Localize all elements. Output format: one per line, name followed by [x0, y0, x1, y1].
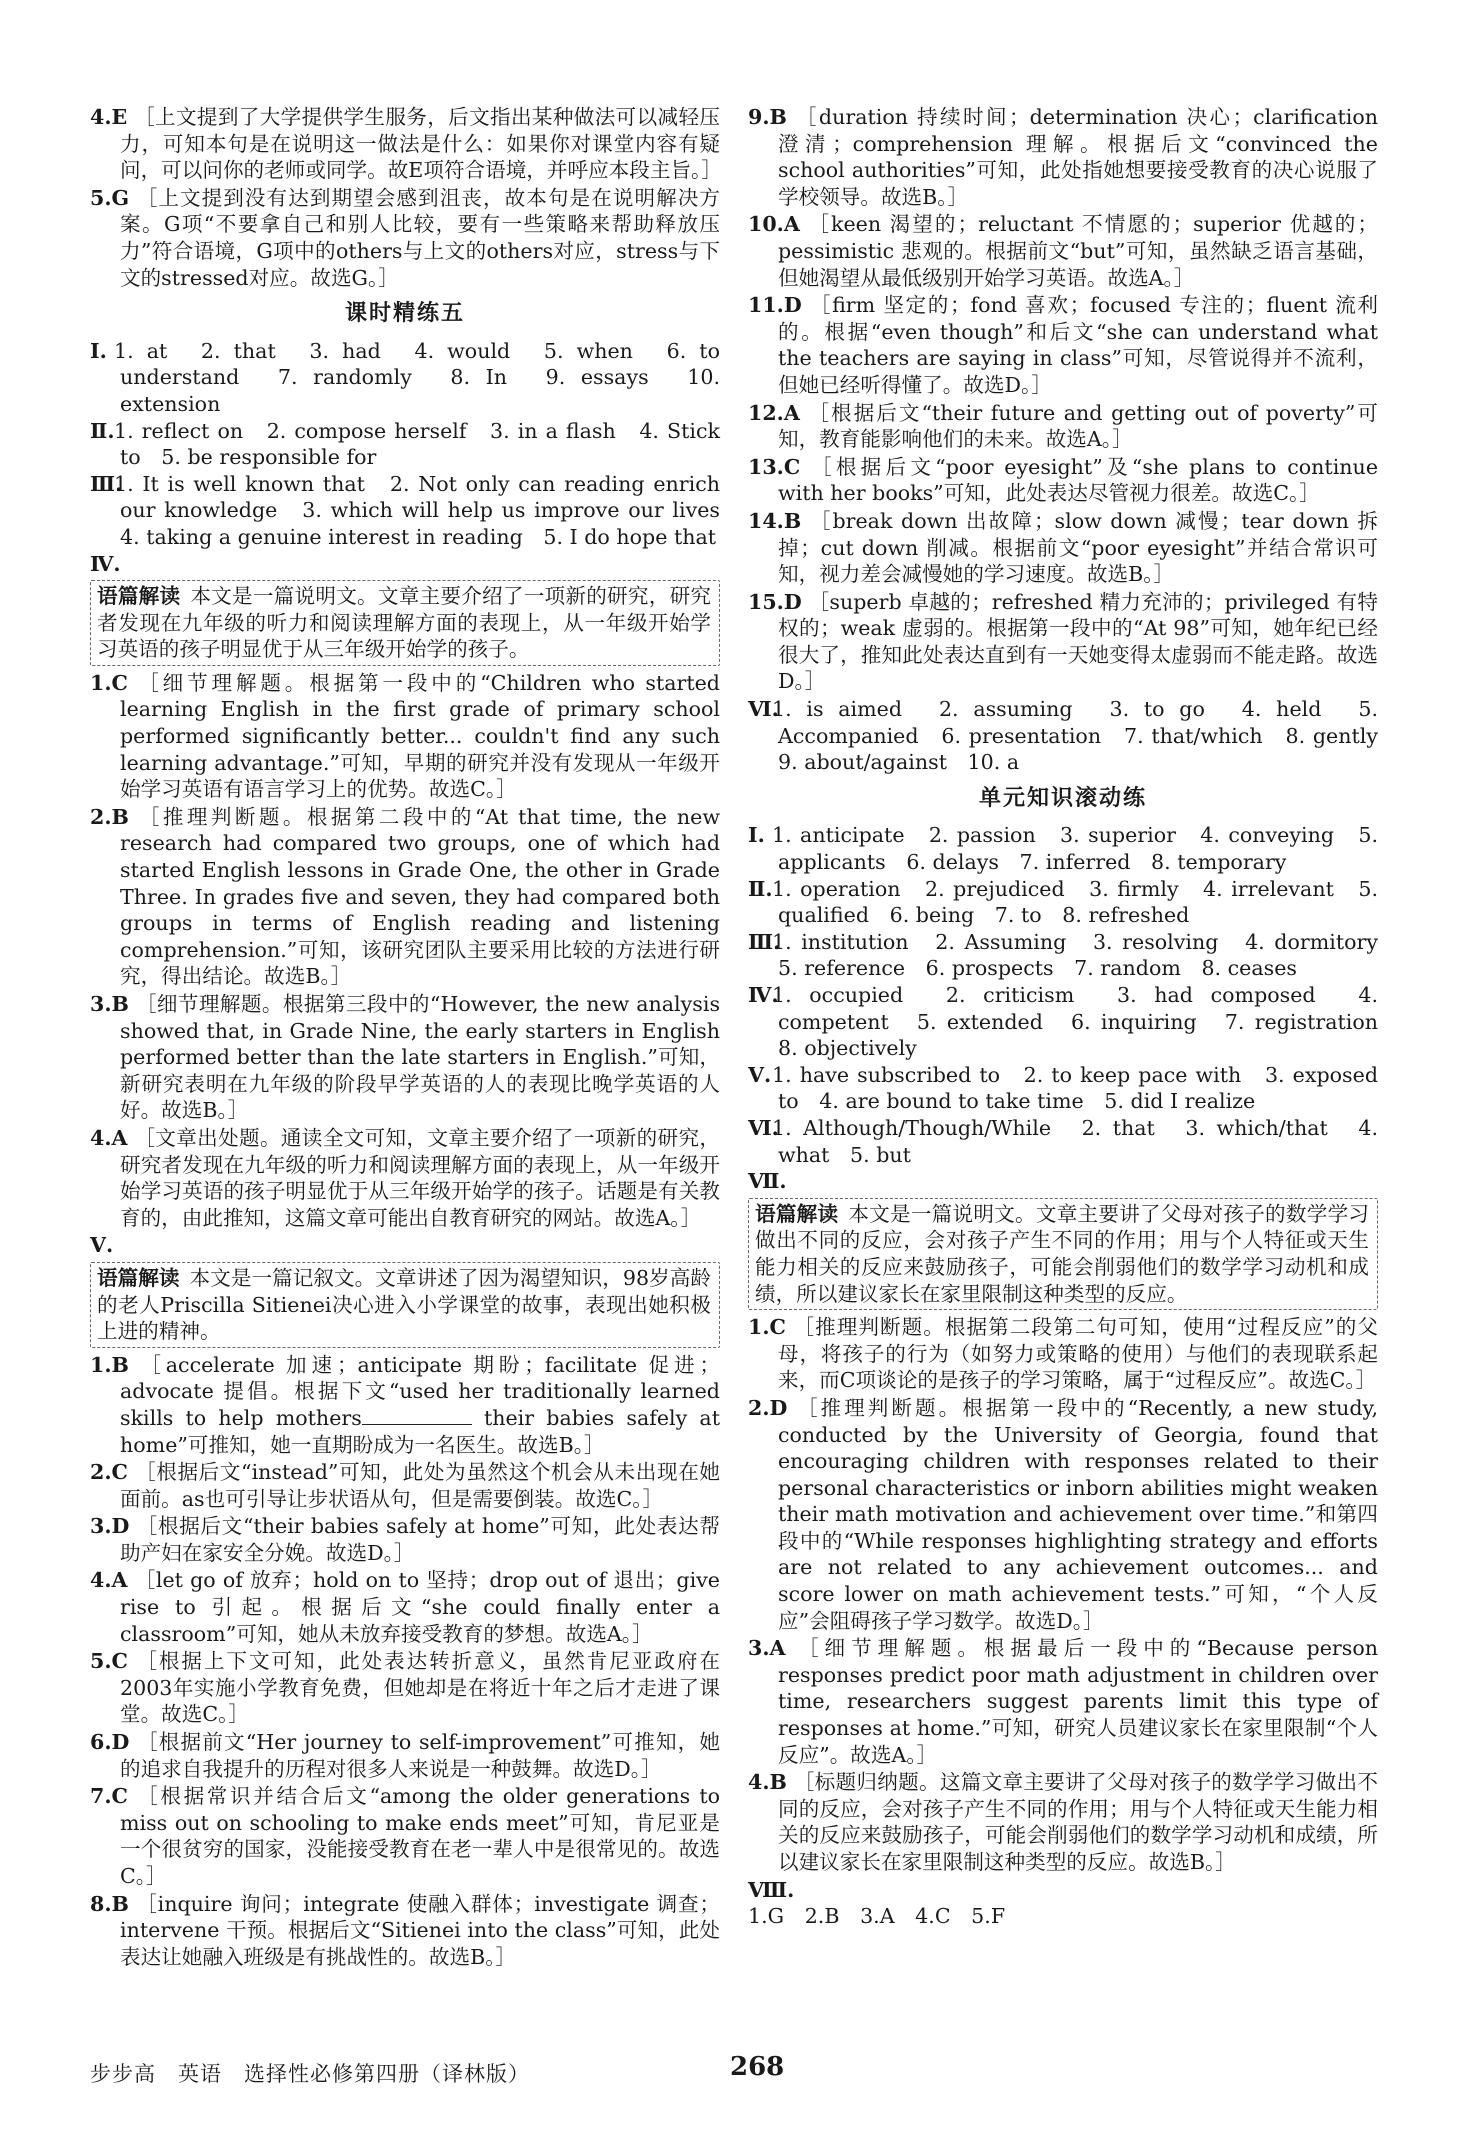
fill-blank	[362, 1406, 472, 1425]
answer-item: 2.D ［推理判断题。根据第一段中的“Recently, a new study, conducted by the University of Georgia, found that encouraging children with responses related to their personal characteristics or inborn abilities might weaken their math motivation and achievement over time.”和第四段中的“While responses highlighting strategy and efforts are not related to any achievement outcomes... and score lower on math achievement tests.”可知，“个人反应”会阻碍孩子学习数学。故选D。］	[748, 1395, 1378, 1633]
answer-item: 3.B ［细节理解题。根据第三段中的“However, the new analysis showed that, in Grade Nine, the early starters in English performed better than the late starters in English.”可知，新研究表明在九年级的阶段早学英语的人的表现比晚学英语的人好。故选B。］	[90, 992, 721, 1123]
exercise-row: Ⅰ. 1. anticipate 2. passion 3. superior 4. conveying 5. applicants 6. delays 7. inferred 8. temporary	[748, 823, 1378, 875]
answer-item: 5.G ［上文提到没有达到期望会感到沮丧，故本句是在说明解决方案。G项“不要拿自己和别人比较，要有一些策略来帮助释放压力”符合语境，G项中的others与上文的others对应，stress与下文的stressed对应。故选G。］	[90, 185, 721, 290]
book-title: 步步高 英语 选择性必修第四册（译林版）	[90, 2062, 530, 2086]
answer-item: 7.C ［根据常识并结合后文“among the older generations to miss out on schooling to make ends meet”可知，肯尼亚是一个很贫穷的国家，没能接受教育在老一辈人中是很常见的。故选C。］	[90, 1784, 721, 1888]
page-number: 268	[730, 2052, 785, 2082]
answer-item: 2.B ［推理判断题。根据第二段中的“At that time, the new research had compared two groups, one of which had started English lessons in Grade One, the other in Grade Three. In grades five and seven, they had compared both groups in terms of English reading and listening comprehension.”可知，该研究团队主要采用比较的方法进行研究，得出结论。故选B。］	[90, 804, 720, 989]
answer-item: 8.B ［inquire 询问；integrate 使融入群体；investigate 调查；intervene 干预。根据后文“Sitienei into the class”可知，此处表达让她融入班级是有挑战性的。故选B。］	[90, 1891, 720, 1969]
answer-item: 10.A ［keen 渴望的；reluctant 不情愿的；superior 优越的；pessimistic 悲观的。根据前文“but”可知，虽然缺乏语言基础，但她渴望从最低级别开始学习英语。故选A。］	[748, 212, 1378, 290]
exercise-row: Ⅳ.1. occupied 2. criticism 3. had composed 4. competent 5. extended 6. inquiring 7. registration 8. objectively	[748, 983, 1399, 1061]
answer-item: 14.B ［break down 出故障；slow down 减慢；tear down 拆掉；cut down 削减。根据前文“poor eyesight”并结合常识可知，视力差会减慢她的学习速度。故选B。］	[748, 508, 1379, 587]
exercise-row: Ⅴ.	[90, 1233, 114, 1258]
section-title: 课时精练五	[344, 301, 465, 327]
passage-summary-box: 语篇解读 本文是一篇说明文。文章主要介绍了一项新的研究，研究者发现在九年级的听力和阅读理解方面的表现上，从一年级开始学习英语的孩子明显优于从三年级开始学的孩子。	[90, 580, 720, 666]
answer-item: 1.C ［推理判断题。根据第二段第二句可知，使用“过程反应”的父母，将孩子的行为（如努力或策略的使用）与他们的表现联系起来，而C项谈论的是孩子的学习策略，属于“过程反应”。故选C。］	[748, 1315, 1378, 1393]
answer-item: 12.A ［根据后文“their future and getting out of poverty”可知，教育能影响他们的未来。故选A。］	[748, 400, 1378, 452]
answer-item: 11.D ［firm 坚定的；fond 喜欢；focused 专注的；fluent 流利的。根据“even though”和后文“she can understand what the teachers are saying in class”可知，尽管说得并不流利，但她已经听得懂了。故选D。］	[748, 293, 1379, 397]
exercise-row: Ⅷ.	[748, 1877, 795, 1902]
answer-key-line: 1.G 2.B 3.A 4.C 5.F	[748, 1904, 1006, 1929]
exercise-row: Ⅵ.1. Although/Though/While 2. that 3. which/that 4. what 5. but	[748, 1115, 1378, 1167]
left-column	[90, 104, 741, 1971]
exercise-row: Ⅱ.1. operation 2. prejudiced 3. firmly 4. irrelevant 5. qualified 6. being 7. to 8. refreshed	[748, 876, 1378, 928]
answer-item: 6.D ［根据前文“Her journey to self-improvement”可推知，她的追求自我提升的历程对很多人来说是一种鼓舞。故选D。］	[90, 1730, 721, 1781]
exercise-row: Ⅴ.1. have subscribed to 2. to keep pace with 3. exposed to 4. are bound to take time 5. did I realize	[748, 1062, 1378, 1114]
answer-item: 15.D ［superb 卓越的；refreshed 精力充沛的；privileged 有特权的；weak 虚弱的。根据第一段中的“At 98”可知，她年纪已经很大了，推知此处表达直到有一天她变得太虚弱而不能走路。故选D。］	[748, 589, 1378, 694]
exercise-row: Ⅶ.	[748, 1169, 787, 1194]
exercise-row: Ⅳ.	[90, 551, 121, 576]
exercise-row: Ⅲ.1. It is well known that 2. Not only can reading enrich our knowledge 3. which will help us improve our lives 4. taking a genuine interest in reading 5. I do hope that	[90, 471, 741, 549]
answer-item: 2.C ［根据后文“instead”可知，此处为虽然这个机会从未出现在她面前。as也可引导让步状语从句，但是需要倒装。故选C。］	[90, 1460, 720, 1511]
exercise-row: Ⅵ.1. is aimed 2. assuming 3. to go 4. held 5. Accompanied 6. presentation 7. that/which 8. gently 9. about/against 10. a	[748, 697, 1399, 775]
passage-summary-box: 语篇解读 本文是一篇记叙文。文章讲述了因为渴望知识，98岁高龄的老人Priscilla Sitienei决心进入小学课堂的故事，表现出她积极上进的精神。	[90, 1262, 720, 1348]
answer-item: 5.C ［根据上下文可知，此处表达转折意义，虽然肯尼亚政府在2003年实施小学教育免费，但她却是在将近十年之后才走进了课堂。故选C。］	[90, 1649, 721, 1727]
right-column	[748, 104, 1399, 1931]
answer-item: 3.D ［根据后文“their babies safely at home”可知，此处表达帮助产妇在家安全分娩。故选D。］	[90, 1514, 720, 1565]
answer-item: 4.E ［上文提到了大学提供学生服务，后文指出某种做法可以减轻压力，可知本句是在说明这一做法是什么：如果你对课堂内容有疑问，可以问你的老师或同学。故E项符合语境，并呼应本段主旨。］	[90, 105, 722, 183]
answer-item: 4.B ［标题归纳题。这篇文章主要讲了父母对孩子的数学学习做出不同的反应，会对孩子产生不同的作用；用与个人特征或天生能力相关的反应来鼓励孩子，可能会削弱他们的数学学习动机和成绩，所以建议家长在家里限制这种类型的反应。故选B。］	[748, 1770, 1379, 1874]
exercise-row: Ⅰ. 1. at 2. that 3. had 4. would 5. when 6. to understand 7. randomly 8. In 9. essays 10. extension	[90, 338, 720, 416]
answer-item: 1.C ［细节理解题。根据第一段中的“Children who started learning English in the first grade of primary school performed significantly better... couldn't find any such learning advantage.”可知，早期的研究并没有发现从一年级开始学习英语有语言学习上的优势。故选C。］	[90, 670, 720, 802]
section-title: 单元知识滚动练	[978, 785, 1147, 811]
exercise-row: Ⅲ.1. institution 2. Assuming 3. resolving 4. dormitory 5. reference 6. prospects 7. random 8. ceases	[748, 929, 1399, 981]
answer-item: 3.A ［细节理解题。根据最后一段中的“Because person responses predict poor math adjustment in children over time, researchers suggest parents limit this type of responses at home.”可知，研究人员建议家长在家里限制“个人反应”。故选A。］	[748, 1636, 1379, 1767]
answer-item: 9.B ［duration 持续时间；determination 决心；clarification 澄清；comprehension 理解。根据后文“convinced the school authorities”可知，此处指她想要接受教育的决心说服了学校领导。故选B。］	[748, 105, 1378, 209]
answer-item: 13.C ［根据后文“poor eyesight”及“she plans to continue with her books”可知，此处表达尽管视力很差。故选C。］	[748, 454, 1379, 506]
answer-item: 1.B ［accelerate 加速；anticipate 期盼；facilitate 促进；advocate 提倡。根据下文“used her traditionally learned skills to help mothers their babies safely at home”可推知，她一直期盼成为一名医生。故选B。］	[90, 1352, 721, 1457]
passage-summary-box: 语篇解读 本文是一篇说明文。文章主要讲了父母对孩子的数学学习做出不同的反应，会对孩子产生不同的作用；用与个人特征或天生能力相关的反应来鼓励孩子，可能会削弱他们的数学学习动机和成绩，所以建议家长在家里限制这种类型的反应。	[748, 1198, 1378, 1310]
answer-item: 4.A ［let go of 放弃；hold on to 坚持；drop out of 退出；give rise to 引起。根据后文“she could finally enter a classroom”可知，她从未放弃接受教育的梦想。故选A。］	[90, 1568, 720, 1646]
answer-item: 4.A ［文章出处题。通读全文可知，文章主要介绍了一项新的研究，研究者发现在九年级的听力和阅读理解方面的表现上，从一年级开始学习英语的孩子明显优于从三年级开始学的孩子。话题是有关教育的，由此推知，这篇文章可能出自教育研究的网站。故选A。］	[90, 1125, 721, 1230]
box-label: 语篇解读	[755, 1201, 839, 1226]
box-label: 语篇解读	[97, 1265, 180, 1290]
box-label: 语篇解读	[97, 584, 181, 609]
exercise-row: Ⅱ.1. reflect on 2. compose herself 3. in a flash 4. Stick to 5. be responsible for	[90, 418, 720, 470]
